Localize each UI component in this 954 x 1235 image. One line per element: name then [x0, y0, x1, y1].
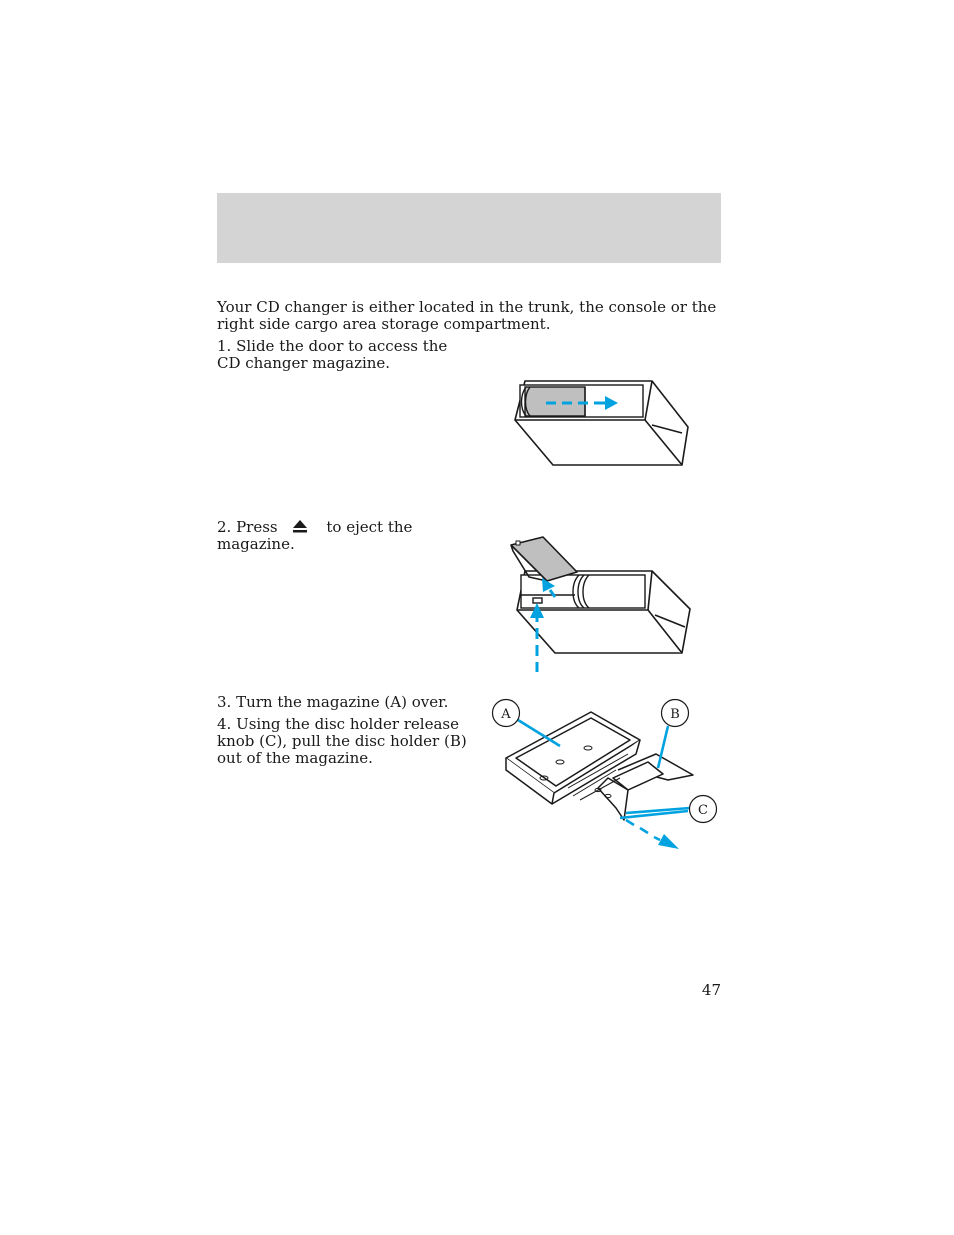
step-1-text: 1. Slide the door to access the CD changer magazine.: [217, 337, 448, 372]
header-band: [217, 193, 721, 263]
step-2-text: [217, 519, 477, 553]
callout-a-label: A: [501, 707, 511, 722]
step-2-suffix: to eject the magazine.: [217, 518, 413, 553]
step-2-prefix: 2. Press: [217, 518, 278, 536]
callout-b-label: B: [670, 707, 680, 722]
step-4-text: 4. Using the disc holder release knob (C), pull the disc holder (B) out of the magazine.: [217, 715, 467, 767]
intro-paragraph: Your CD changer is either located in the trunk, the console or the right side cargo area storage compartment.: [217, 298, 717, 333]
figure-disc-holder: [488, 698, 723, 853]
page-number: 47: [701, 981, 721, 999]
eject-icon: [292, 519, 308, 533]
callout-c-label: C: [698, 803, 708, 818]
step-3-text: 3. Turn the magazine (A) over.: [217, 693, 449, 711]
figure-slide-door: [505, 375, 695, 475]
figure-eject-magazine: [505, 535, 695, 675]
